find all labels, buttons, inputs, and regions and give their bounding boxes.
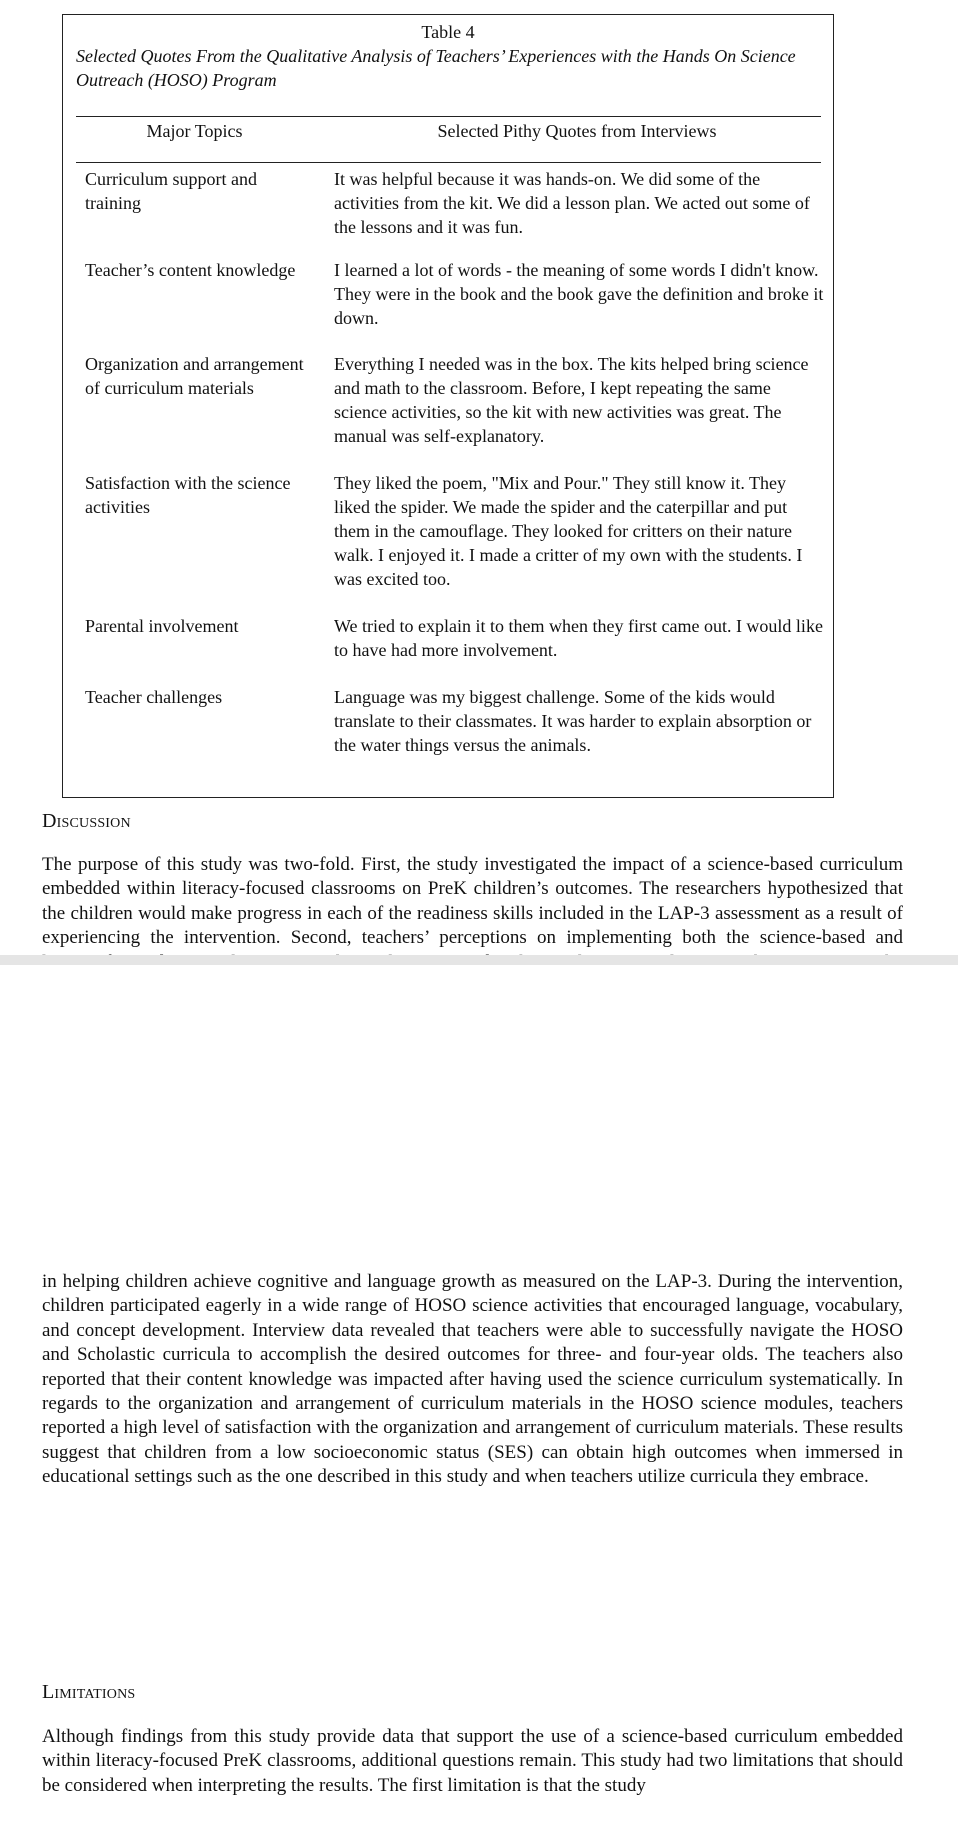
table-4 [62,14,834,798]
limitations-paragraph: Although findings from this study provide data that support the use of a science-based curriculum embedded within literacy-focused PreK classrooms, additional questions remain. This study had two limitations that should be considered when interpreting the results. The first limitation is that the study [42,1726,903,1796]
page-separator [0,955,958,965]
section-heading-limitations: Limitations [42,1681,136,1703]
row-quote: Language was my biggest challenge. Some of the kids would translate to their classmates. It was harder to explain absorption or the water things versus the animals. [334,687,812,755]
row-quote: I learned a lot of words - the meaning of some words I didn't know. They were in the book and the book gave the definition and broke it down. [334,260,824,328]
column-header-pithy-quotes: Selected Pithy Quotes from Interviews [437,121,717,141]
row-topic: Teacher’s content knowledge [85,260,296,280]
row-topic: Organization and arrangement of curriculum materials [85,354,304,398]
table-caption: Selected Quotes From the Qualitative Analysis of Teachers’ Experiences with the Hands On Science Outreach (HOSO) Program [76,46,796,90]
section-heading-discussion: Discussion [42,810,131,832]
row-topic: Satisfaction with the science activities [85,473,291,517]
document-page-39 [0,965,958,1826]
column-header-major-topics: Major Topics [146,121,243,141]
table-header-rule [76,162,821,163]
table-number: Table 4 [421,22,475,42]
row-quote: They liked the poem, "Mix and Pour." They still know it. They liked the spider. We made the spider and the caterpillar and put them in the camouflage. They looked for critters on their nature walk. I enjoyed it. I made a critter of my own with the students. I was excited too. [334,473,803,589]
discussion-paragraph: The purpose of this study was two-fold. First, the study investigated the impact of a science-based curriculum embedded within literacy-focused classrooms on PreK children’s outcomes. The researchers hypothesized that the children would make progress in each of the readiness skills included in the LAP-3 assessment as a result of experiencing the intervention. Second, teachers’ perceptions on implementing both the science-based and [42,854,903,949]
row-quote: It was helpful because it was hands-on. We did some of the activities from the kit. We did a lesson plan. We acted out some of the lessons and it was fun. [334,169,810,237]
row-topic: Teacher challenges [85,687,223,707]
table-top-rule [76,116,821,117]
row-topic: Parental involvement [85,616,239,636]
row-quote: We tried to explain it to them when they first came out. I would like to have had more involvement. [334,616,823,660]
row-topic: Curriculum support and training [85,169,257,213]
row-quote: Everything I needed was in the box. The kits helped bring science and math to the classroom. Before, I kept repeating the same science activities, so the kit with new activities was great. The manual was self-explanatory. [334,354,809,446]
continuation-paragraph: in helping children achieve cognitive and language growth as measured on the LAP-3. During the intervention, children participated eagerly in a wide range of HOSO science activities that encouraged language, vocabulary, and concept development. Interview data revealed that teachers were able to successfully navigate the HOSO and Scholastic curricula to accomplish the desired outcomes for three- and four-year olds. The teachers also reported that their content knowledge was impacted after having used the science curriculum systematically. In regards to the organization and arrangement of curriculum materials in the HOSO science modules, teachers reported a high level of satisfaction with the organization and arrangement of curriculum materials. These results suggest that children from a low socioeconomic status (SES) can obtain high outcomes when immersed in educational settings such as the one described in this study and when teachers utilize curricula they embrace. [42,1271,903,1488]
